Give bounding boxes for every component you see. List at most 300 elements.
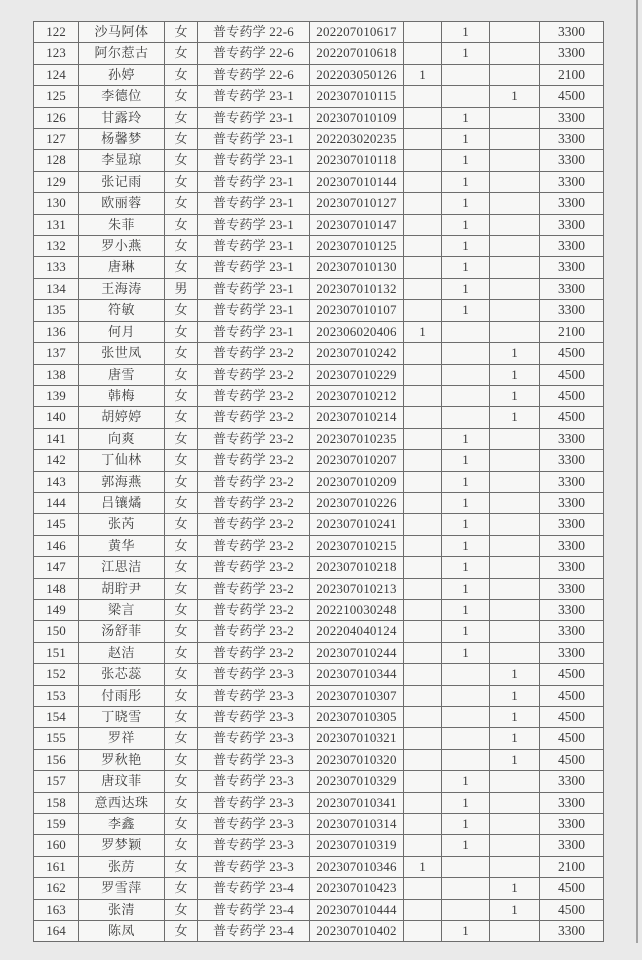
cell-gender: 女 [165, 899, 198, 920]
cell-class_name: 普专药学 23-2 [198, 621, 310, 642]
cell-no: 163 [34, 899, 79, 920]
cell-mark_c: 1 [490, 899, 540, 920]
cell-amount: 3300 [540, 22, 604, 43]
cell-gender: 女 [165, 792, 198, 813]
cell-mark_c: 1 [490, 878, 540, 899]
table-row [34, 64, 604, 85]
cell-mark_a [404, 385, 442, 406]
cell-class_name: 普专药学 23-2 [198, 578, 310, 599]
cell-mark_c: 1 [490, 385, 540, 406]
cell-mark_a [404, 642, 442, 663]
cell-student_id: 202307010109 [310, 107, 404, 128]
cell-gender: 女 [165, 856, 198, 877]
cell-amount: 4500 [540, 728, 604, 749]
cell-mark_c [490, 129, 540, 150]
table-row [34, 300, 604, 321]
cell-student_id: 202307010321 [310, 728, 404, 749]
cell-no: 151 [34, 642, 79, 663]
cell-amount: 4500 [540, 707, 604, 728]
cell-amount: 3300 [540, 150, 604, 171]
cell-no: 140 [34, 407, 79, 428]
table-row [34, 129, 604, 150]
cell-mark_b [442, 899, 490, 920]
cell-amount: 3300 [540, 578, 604, 599]
cell-mark_a: 1 [404, 321, 442, 342]
cell-name: 张苈 [79, 856, 165, 877]
table-row [34, 835, 604, 856]
cell-class_name: 普专药学 23-2 [198, 385, 310, 406]
table-row [34, 471, 604, 492]
cell-class_name: 普专药学 23-3 [198, 749, 310, 770]
cell-mark_a: 1 [404, 64, 442, 85]
cell-class_name: 普专药学 23-1 [198, 257, 310, 278]
cell-student_id: 202307010346 [310, 856, 404, 877]
cell-gender: 女 [165, 64, 198, 85]
cell-mark_c [490, 471, 540, 492]
table-row [34, 621, 604, 642]
cell-class_name: 普专药学 23-3 [198, 707, 310, 728]
cell-student_id: 202307010127 [310, 193, 404, 214]
cell-gender: 女 [165, 236, 198, 257]
cell-amount: 4500 [540, 385, 604, 406]
cell-student_id: 202307010229 [310, 364, 404, 385]
cell-class_name: 普专药学 23-1 [198, 193, 310, 214]
cell-gender: 女 [165, 642, 198, 663]
cell-student_id: 202307010241 [310, 514, 404, 535]
table-row [34, 22, 604, 43]
cell-no: 162 [34, 878, 79, 899]
cell-amount: 3300 [540, 492, 604, 513]
cell-mark_a [404, 278, 442, 299]
cell-no: 147 [34, 557, 79, 578]
cell-mark_b: 1 [442, 450, 490, 471]
cell-class_name: 普专药学 23-2 [198, 343, 310, 364]
cell-name: 付雨彤 [79, 685, 165, 706]
cell-mark_a [404, 257, 442, 278]
cell-mark_c [490, 43, 540, 64]
cell-class_name: 普专药学 23-2 [198, 535, 310, 556]
cell-mark_c [490, 278, 540, 299]
cell-name: 唐琳 [79, 257, 165, 278]
cell-mark_c [490, 492, 540, 513]
cell-mark_a [404, 749, 442, 770]
cell-student_id: 202307010314 [310, 814, 404, 835]
cell-gender: 女 [165, 535, 198, 556]
cell-name: 王海涛 [79, 278, 165, 299]
cell-class_name: 普专药学 23-4 [198, 921, 310, 942]
cell-student_id: 202307010320 [310, 749, 404, 770]
cell-gender: 女 [165, 364, 198, 385]
cell-name: 韩梅 [79, 385, 165, 406]
cell-student_id: 202207010617 [310, 22, 404, 43]
cell-amount: 3300 [540, 642, 604, 663]
cell-no: 124 [34, 64, 79, 85]
cell-gender: 女 [165, 385, 198, 406]
cell-gender: 女 [165, 921, 198, 942]
cell-no: 138 [34, 364, 79, 385]
cell-student_id: 202307010213 [310, 578, 404, 599]
cell-no: 164 [34, 921, 79, 942]
cell-name: 孙婷 [79, 64, 165, 85]
cell-mark_b: 1 [442, 921, 490, 942]
cell-mark_a [404, 129, 442, 150]
cell-mark_a [404, 86, 442, 107]
cell-student_id: 202307010244 [310, 642, 404, 663]
cell-gender: 男 [165, 278, 198, 299]
cell-mark_c [490, 535, 540, 556]
cell-class_name: 普专药学 23-3 [198, 771, 310, 792]
cell-amount: 3300 [540, 236, 604, 257]
cell-no: 139 [34, 385, 79, 406]
cell-no: 129 [34, 171, 79, 192]
cell-name: 赵洁 [79, 642, 165, 663]
cell-class_name: 普专药学 23-3 [198, 792, 310, 813]
cell-mark_b: 1 [442, 214, 490, 235]
cell-mark_a [404, 236, 442, 257]
cell-name: 李显琼 [79, 150, 165, 171]
cell-student_id: 202307010242 [310, 343, 404, 364]
cell-amount: 3300 [540, 450, 604, 471]
cell-class_name: 普专药学 22-6 [198, 64, 310, 85]
table-row [34, 728, 604, 749]
cell-amount: 3300 [540, 171, 604, 192]
table-row [34, 814, 604, 835]
cell-amount: 4500 [540, 878, 604, 899]
cell-class_name: 普专药学 23-3 [198, 728, 310, 749]
cell-no: 137 [34, 343, 79, 364]
cell-class_name: 普专药学 23-1 [198, 129, 310, 150]
cell-amount: 3300 [540, 257, 604, 278]
cell-student_id: 202306020406 [310, 321, 404, 342]
table-row [34, 107, 604, 128]
cell-gender: 女 [165, 685, 198, 706]
cell-name: 梁言 [79, 599, 165, 620]
cell-class_name: 普专药学 23-4 [198, 899, 310, 920]
cell-no: 127 [34, 129, 79, 150]
table-row [34, 557, 604, 578]
cell-gender: 女 [165, 171, 198, 192]
cell-mark_c: 1 [490, 407, 540, 428]
cell-mark_b: 1 [442, 792, 490, 813]
cell-mark_b: 1 [442, 621, 490, 642]
cell-mark_b: 1 [442, 471, 490, 492]
cell-amount: 3300 [540, 278, 604, 299]
cell-mark_b: 1 [442, 771, 490, 792]
cell-mark_c [490, 814, 540, 835]
cell-mark_c [490, 621, 540, 642]
cell-mark_a [404, 835, 442, 856]
cell-no: 128 [34, 150, 79, 171]
table-row [34, 278, 604, 299]
cell-mark_a [404, 557, 442, 578]
cell-name: 丁仙林 [79, 450, 165, 471]
cell-mark_c: 1 [490, 685, 540, 706]
cell-name: 郭海燕 [79, 471, 165, 492]
cell-gender: 女 [165, 578, 198, 599]
cell-mark_c [490, 64, 540, 85]
cell-no: 126 [34, 107, 79, 128]
cell-gender: 女 [165, 129, 198, 150]
cell-no: 125 [34, 86, 79, 107]
cell-mark_b: 1 [442, 557, 490, 578]
cell-no: 148 [34, 578, 79, 599]
cell-name: 张芯蕊 [79, 664, 165, 685]
cell-name: 罗雪萍 [79, 878, 165, 899]
cell-no: 132 [34, 236, 79, 257]
cell-mark_c [490, 921, 540, 942]
cell-mark_b: 1 [442, 428, 490, 449]
cell-no: 131 [34, 214, 79, 235]
cell-mark_b [442, 664, 490, 685]
cell-mark_b: 1 [442, 107, 490, 128]
cell-amount: 3300 [540, 557, 604, 578]
cell-no: 161 [34, 856, 79, 877]
cell-mark_a [404, 771, 442, 792]
cell-mark_b: 1 [442, 599, 490, 620]
cell-gender: 女 [165, 321, 198, 342]
cell-amount: 4500 [540, 899, 604, 920]
cell-mark_a [404, 450, 442, 471]
cell-amount: 3300 [540, 835, 604, 856]
cell-amount: 4500 [540, 343, 604, 364]
cell-mark_a: 1 [404, 856, 442, 877]
cell-class_name: 普专药学 22-6 [198, 43, 310, 64]
cell-name: 张芮 [79, 514, 165, 535]
cell-class_name: 普专药学 23-2 [198, 642, 310, 663]
cell-gender: 女 [165, 878, 198, 899]
table-row [34, 749, 604, 770]
cell-mark_a [404, 535, 442, 556]
cell-mark_c [490, 642, 540, 663]
table-row [34, 321, 604, 342]
cell-amount: 3300 [540, 535, 604, 556]
cell-gender: 女 [165, 107, 198, 128]
cell-class_name: 普专药学 23-1 [198, 86, 310, 107]
cell-name: 罗祥 [79, 728, 165, 749]
cell-mark_a [404, 921, 442, 942]
cell-gender: 女 [165, 749, 198, 770]
cell-student_id: 202307010341 [310, 792, 404, 813]
cell-mark_a [404, 707, 442, 728]
cell-name: 张记雨 [79, 171, 165, 192]
cell-mark_c [490, 321, 540, 342]
cell-class_name: 普专药学 23-3 [198, 835, 310, 856]
cell-no: 150 [34, 621, 79, 642]
cell-no: 135 [34, 300, 79, 321]
cell-mark_c: 1 [490, 86, 540, 107]
cell-name: 朱菲 [79, 214, 165, 235]
cell-name: 唐玟菲 [79, 771, 165, 792]
table-row [34, 878, 604, 899]
cell-mark_c [490, 450, 540, 471]
cell-gender: 女 [165, 86, 198, 107]
cell-class_name: 普专药学 23-1 [198, 214, 310, 235]
cell-student_id: 202307010115 [310, 86, 404, 107]
cell-mark_c [490, 771, 540, 792]
cell-no: 156 [34, 749, 79, 770]
cell-amount: 3300 [540, 107, 604, 128]
cell-mark_c [490, 236, 540, 257]
table-row [34, 642, 604, 663]
table-row [34, 343, 604, 364]
cell-mark_c [490, 856, 540, 877]
table-body [34, 22, 604, 942]
cell-gender: 女 [165, 557, 198, 578]
table-row [34, 578, 604, 599]
cell-no: 141 [34, 428, 79, 449]
cell-mark_b: 1 [442, 43, 490, 64]
cell-gender: 女 [165, 492, 198, 513]
cell-mark_a [404, 514, 442, 535]
table-row [34, 856, 604, 877]
cell-mark_c [490, 193, 540, 214]
cell-amount: 3300 [540, 599, 604, 620]
cell-no: 154 [34, 707, 79, 728]
cell-gender: 女 [165, 343, 198, 364]
cell-no: 149 [34, 599, 79, 620]
cell-mark_a [404, 728, 442, 749]
cell-gender: 女 [165, 193, 198, 214]
cell-mark_c: 1 [490, 343, 540, 364]
cell-gender: 女 [165, 664, 198, 685]
cell-mark_a [404, 22, 442, 43]
cell-student_id: 202307010215 [310, 535, 404, 556]
cell-mark_b [442, 321, 490, 342]
cell-name: 何月 [79, 321, 165, 342]
cell-gender: 女 [165, 728, 198, 749]
cell-student_id: 202307010235 [310, 428, 404, 449]
cell-student_id: 202307010329 [310, 771, 404, 792]
cell-student_id: 202307010209 [310, 471, 404, 492]
table-row [34, 407, 604, 428]
cell-no: 136 [34, 321, 79, 342]
cell-mark_c [490, 300, 540, 321]
table-row [34, 707, 604, 728]
cell-amount: 4500 [540, 407, 604, 428]
cell-no: 122 [34, 22, 79, 43]
cell-name: 汤舒菲 [79, 621, 165, 642]
cell-student_id: 202307010423 [310, 878, 404, 899]
cell-name: 罗梦颖 [79, 835, 165, 856]
cell-mark_c: 1 [490, 728, 540, 749]
cell-amount: 3300 [540, 193, 604, 214]
cell-amount: 3300 [540, 428, 604, 449]
cell-gender: 女 [165, 407, 198, 428]
table-row [34, 385, 604, 406]
cell-class_name: 普专药学 23-1 [198, 321, 310, 342]
cell-mark_b: 1 [442, 578, 490, 599]
cell-mark_c [490, 150, 540, 171]
cell-amount: 3300 [540, 621, 604, 642]
cell-mark_a [404, 492, 442, 513]
cell-class_name: 普专药学 22-6 [198, 22, 310, 43]
cell-no: 144 [34, 492, 79, 513]
page-edge-line [636, 0, 638, 943]
cell-mark_c [490, 22, 540, 43]
cell-mark_a [404, 171, 442, 192]
cell-no: 159 [34, 814, 79, 835]
cell-no: 130 [34, 193, 79, 214]
cell-student_id: 202203050126 [310, 64, 404, 85]
cell-mark_a [404, 43, 442, 64]
cell-mark_b: 1 [442, 814, 490, 835]
cell-student_id: 202203020235 [310, 129, 404, 150]
cell-class_name: 普专药学 23-2 [198, 450, 310, 471]
table-row [34, 450, 604, 471]
cell-mark_a [404, 300, 442, 321]
cell-student_id: 202307010132 [310, 278, 404, 299]
cell-mark_c [490, 171, 540, 192]
cell-student_id: 202307010402 [310, 921, 404, 942]
cell-mark_a [404, 343, 442, 364]
cell-mark_b: 1 [442, 150, 490, 171]
cell-class_name: 普专药学 23-1 [198, 278, 310, 299]
cell-class_name: 普专药学 23-2 [198, 514, 310, 535]
cell-mark_a [404, 471, 442, 492]
cell-class_name: 普专药学 23-4 [198, 878, 310, 899]
cell-mark_a [404, 214, 442, 235]
cell-amount: 4500 [540, 749, 604, 770]
cell-student_id: 202307010344 [310, 664, 404, 685]
cell-no: 160 [34, 835, 79, 856]
cell-class_name: 普专药学 23-2 [198, 428, 310, 449]
table-row [34, 86, 604, 107]
cell-no: 134 [34, 278, 79, 299]
cell-student_id: 202307010444 [310, 899, 404, 920]
cell-mark_b: 1 [442, 236, 490, 257]
cell-mark_b [442, 728, 490, 749]
cell-amount: 2100 [540, 64, 604, 85]
table-row [34, 771, 604, 792]
cell-no: 155 [34, 728, 79, 749]
cell-mark_b: 1 [442, 257, 490, 278]
cell-student_id: 202307010319 [310, 835, 404, 856]
cell-amount: 3300 [540, 921, 604, 942]
cell-mark_b [442, 707, 490, 728]
cell-no: 146 [34, 535, 79, 556]
cell-no: 133 [34, 257, 79, 278]
cell-student_id: 202307010305 [310, 707, 404, 728]
cell-mark_c [490, 214, 540, 235]
cell-name: 丁晓雪 [79, 707, 165, 728]
cell-amount: 3300 [540, 43, 604, 64]
cell-gender: 女 [165, 814, 198, 835]
cell-mark_a [404, 150, 442, 171]
cell-student_id: 202307010147 [310, 214, 404, 235]
table-row [34, 664, 604, 685]
cell-mark_a [404, 193, 442, 214]
cell-mark_a [404, 599, 442, 620]
cell-gender: 女 [165, 514, 198, 535]
cell-mark_b [442, 343, 490, 364]
cell-gender: 女 [165, 428, 198, 449]
cell-mark_c [490, 257, 540, 278]
cell-class_name: 普专药学 23-2 [198, 407, 310, 428]
cell-mark_b: 1 [442, 22, 490, 43]
cell-amount: 2100 [540, 856, 604, 877]
cell-no: 143 [34, 471, 79, 492]
cell-mark_c: 1 [490, 664, 540, 685]
cell-mark_a [404, 792, 442, 813]
table-row [34, 428, 604, 449]
cell-mark_b: 1 [442, 171, 490, 192]
cell-amount: 3300 [540, 792, 604, 813]
cell-mark_c: 1 [490, 364, 540, 385]
cell-student_id: 202307010207 [310, 450, 404, 471]
cell-student_id: 202307010118 [310, 150, 404, 171]
table-row [34, 921, 604, 942]
cell-mark_b [442, 86, 490, 107]
